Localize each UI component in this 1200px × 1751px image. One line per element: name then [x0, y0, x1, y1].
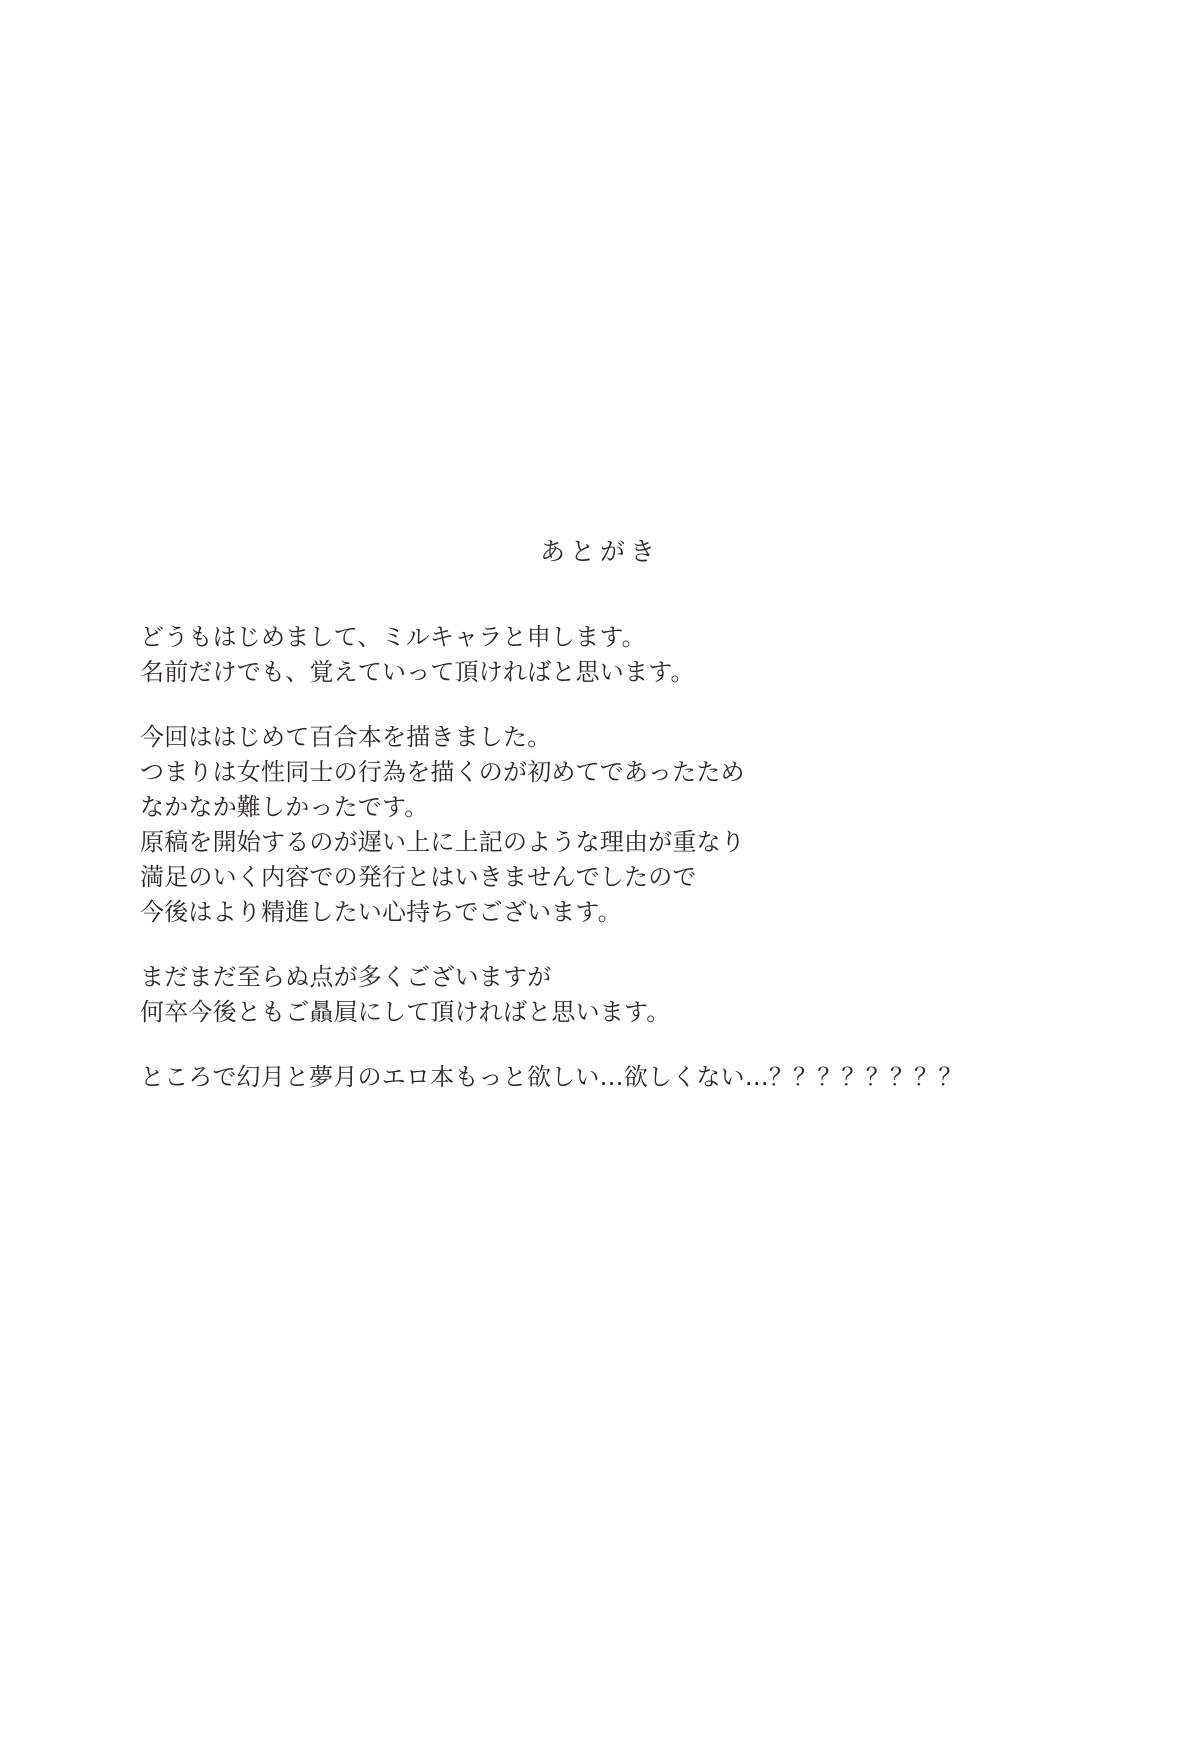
text-line: ところで幻月と夢月のエロ本もっと欲しい…欲しくない…？？？？？？？？: [140, 1063, 963, 1091]
paragraph-intro: [140, 620, 1120, 690]
page-title: あとがき: [539, 537, 660, 566]
afterword-body: [140, 620, 1120, 1095]
text-line: 原稿を開始するのが遅い上に上記のような理由が重なり: [140, 828, 745, 856]
paragraph-closing: [140, 960, 1120, 1030]
text-line: 名前だけでも、覚えていって頂ければと思います。: [140, 658, 695, 686]
text-line: つまりは女性同士の行為を描くのが初めてであったため: [140, 758, 745, 786]
text-line: まだまだ至らぬ点が多くございますが: [140, 963, 552, 991]
text-line: 何卒今後ともご贔屓にして頂ければと思います。: [140, 998, 671, 1026]
paragraph-postscript: [140, 1060, 1120, 1095]
text-line: 今後はより精進したい心持ちでございます。: [140, 898, 622, 926]
text-line: どうもはじめまして、ミルキャラと申します。: [140, 623, 646, 651]
text-line: なかなか難しかったです。: [140, 793, 429, 821]
text-line: 今回ははじめて百合本を描きました。: [140, 723, 552, 751]
paragraph-main: [140, 720, 1120, 930]
text-line: 満足のいく内容での発行とはいきませんでしたので: [140, 863, 697, 891]
